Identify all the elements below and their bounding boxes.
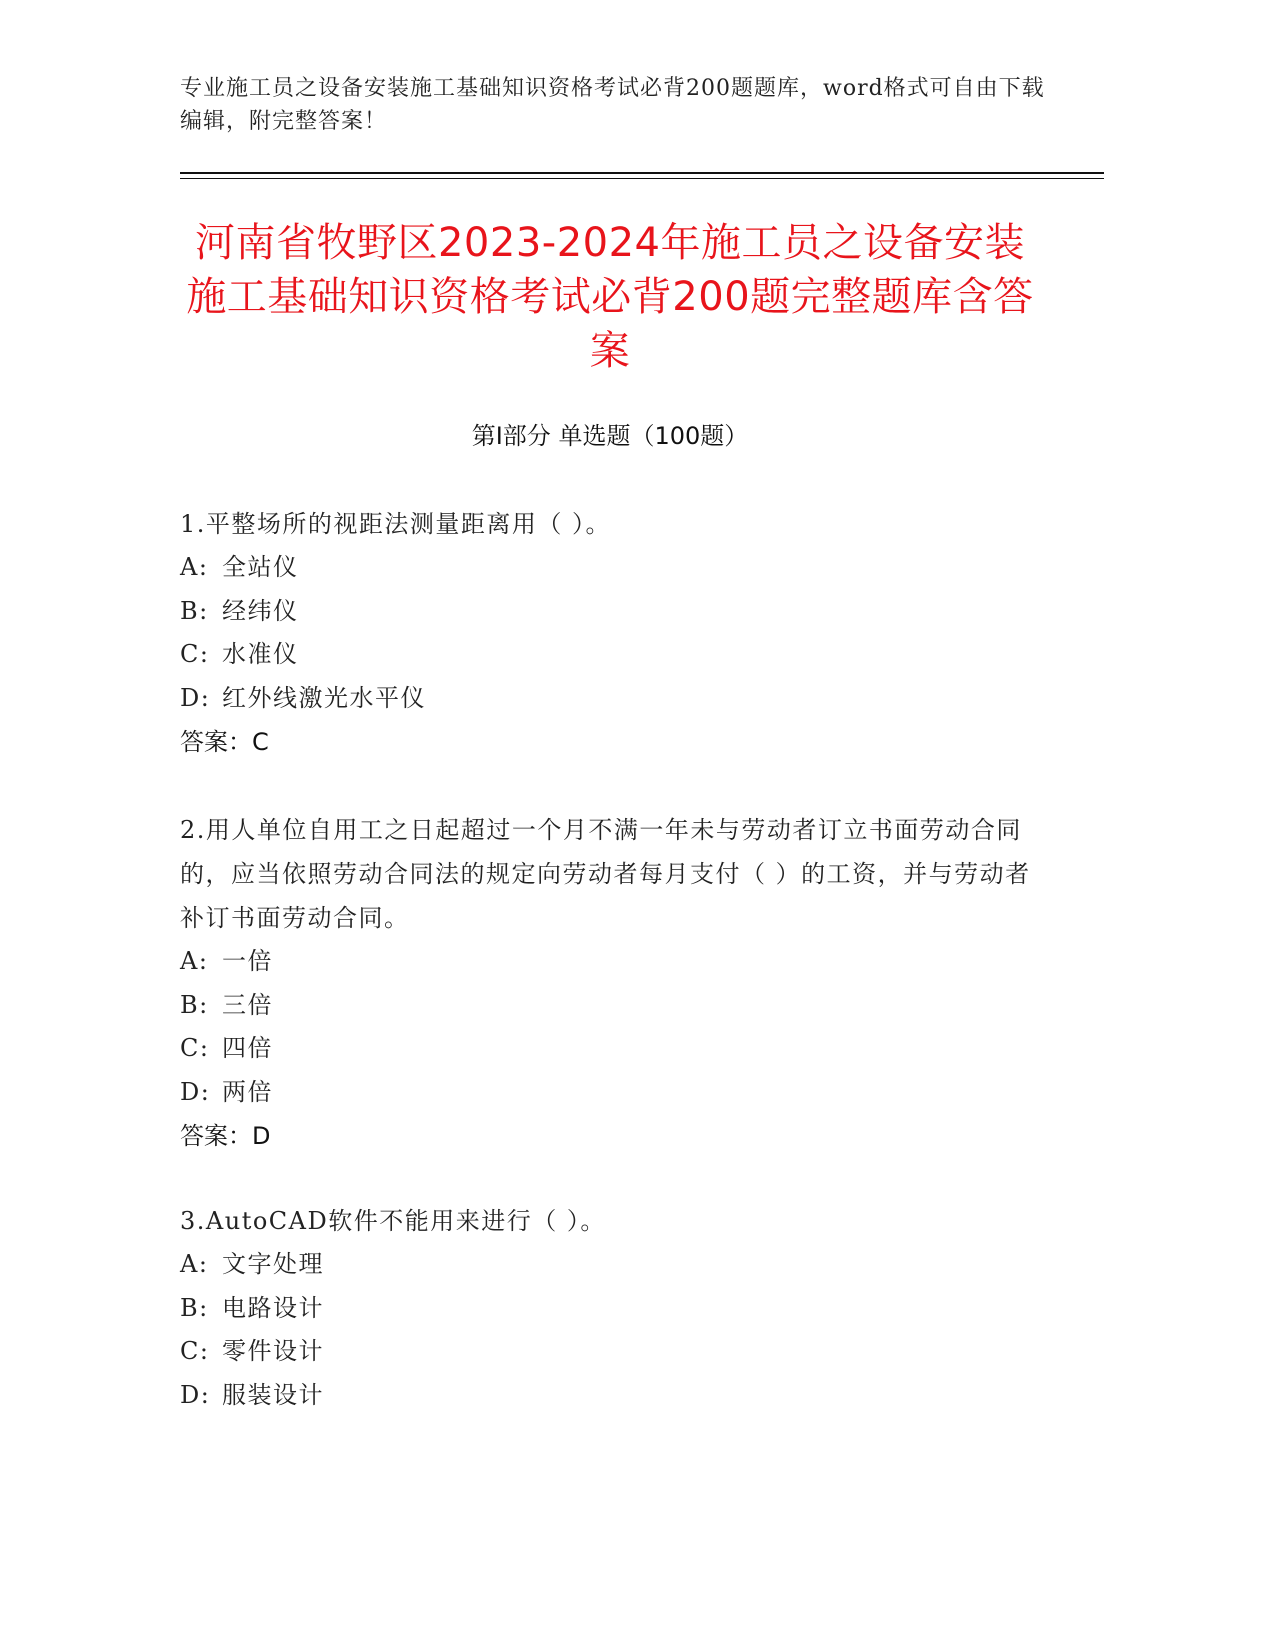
option-text: 水准仪 [222, 640, 299, 668]
option-letter: C: [180, 640, 210, 668]
option-b [180, 1287, 1040, 1331]
option-b [180, 590, 1040, 634]
option-d [180, 1071, 1040, 1115]
option-letter: A: [180, 1250, 209, 1278]
option-letter: D: [180, 1077, 211, 1106]
option-text: 全站仪 [222, 553, 299, 581]
question-stem: 3.AutoCAD软件不能用来进行（ ）。 [180, 1207, 606, 1235]
answer-line [180, 1114, 1040, 1158]
section-heading: 第Ⅰ部分 单选题（100题） [471, 422, 749, 450]
option-text: 红外线激光水平仪 [222, 683, 426, 712]
option-text: 服装设计 [222, 1380, 324, 1409]
answer-label: 答案： [180, 1122, 252, 1150]
option-a [180, 546, 1040, 590]
answer-value: D [252, 1122, 271, 1150]
header-divider-thick [180, 172, 1104, 174]
option-text: 四倍 [222, 1034, 273, 1062]
option-letter: A: [180, 553, 209, 581]
option-text: 文字处理 [222, 1250, 324, 1278]
option-letter: C: [180, 1337, 210, 1365]
document-title: 河南省牧野区2023-2024年施工员之设备安装施工基础知识资格考试必背200题完整题库含答案 [186, 220, 1034, 374]
option-text: 两倍 [222, 1077, 273, 1106]
option-c [180, 633, 1040, 677]
answer-line [180, 720, 1040, 764]
option-letter: B: [180, 1293, 209, 1322]
option-b [180, 984, 1040, 1028]
header-divider-thin [180, 178, 1104, 179]
option-letter: A: [180, 947, 209, 975]
option-letter: B: [180, 596, 209, 625]
option-c [180, 1027, 1040, 1071]
option-text: 一倍 [222, 947, 273, 975]
question-stem: 1.平整场所的视距法测量距离用（ ）。 [180, 510, 612, 538]
option-a [180, 940, 1040, 984]
option-d [180, 677, 1040, 721]
option-d [180, 1374, 1040, 1418]
header-note: 专业施工员之设备安装施工基础知识资格考试必背200题题库，word格式可自由下载编辑，附完整答案！ [180, 76, 1045, 134]
option-text: 零件设计 [222, 1337, 324, 1365]
answer-label: 答案： [180, 728, 252, 756]
option-text: 三倍 [222, 990, 273, 1019]
answer-value: C [252, 728, 269, 756]
option-a [180, 1243, 1040, 1287]
option-text: 电路设计 [222, 1293, 324, 1322]
option-c [180, 1330, 1040, 1374]
question-1 [180, 502, 1040, 764]
option-letter: B: [180, 990, 209, 1019]
option-text: 经纬仪 [222, 596, 299, 625]
option-letter: D: [180, 683, 211, 712]
option-letter: D: [180, 1380, 211, 1409]
question-stem: 2.用人单位自用工之日起超过一个月不满一年未与劳动者订立书面劳动合同的，应当依照劳动合同法的规定向劳动者每月支付（ ）的工资，并与劳动者补订书面劳动合同。 [180, 816, 1031, 932]
question-3 [180, 1199, 1040, 1417]
option-letter: C: [180, 1034, 210, 1062]
question-2 [180, 808, 1040, 1158]
